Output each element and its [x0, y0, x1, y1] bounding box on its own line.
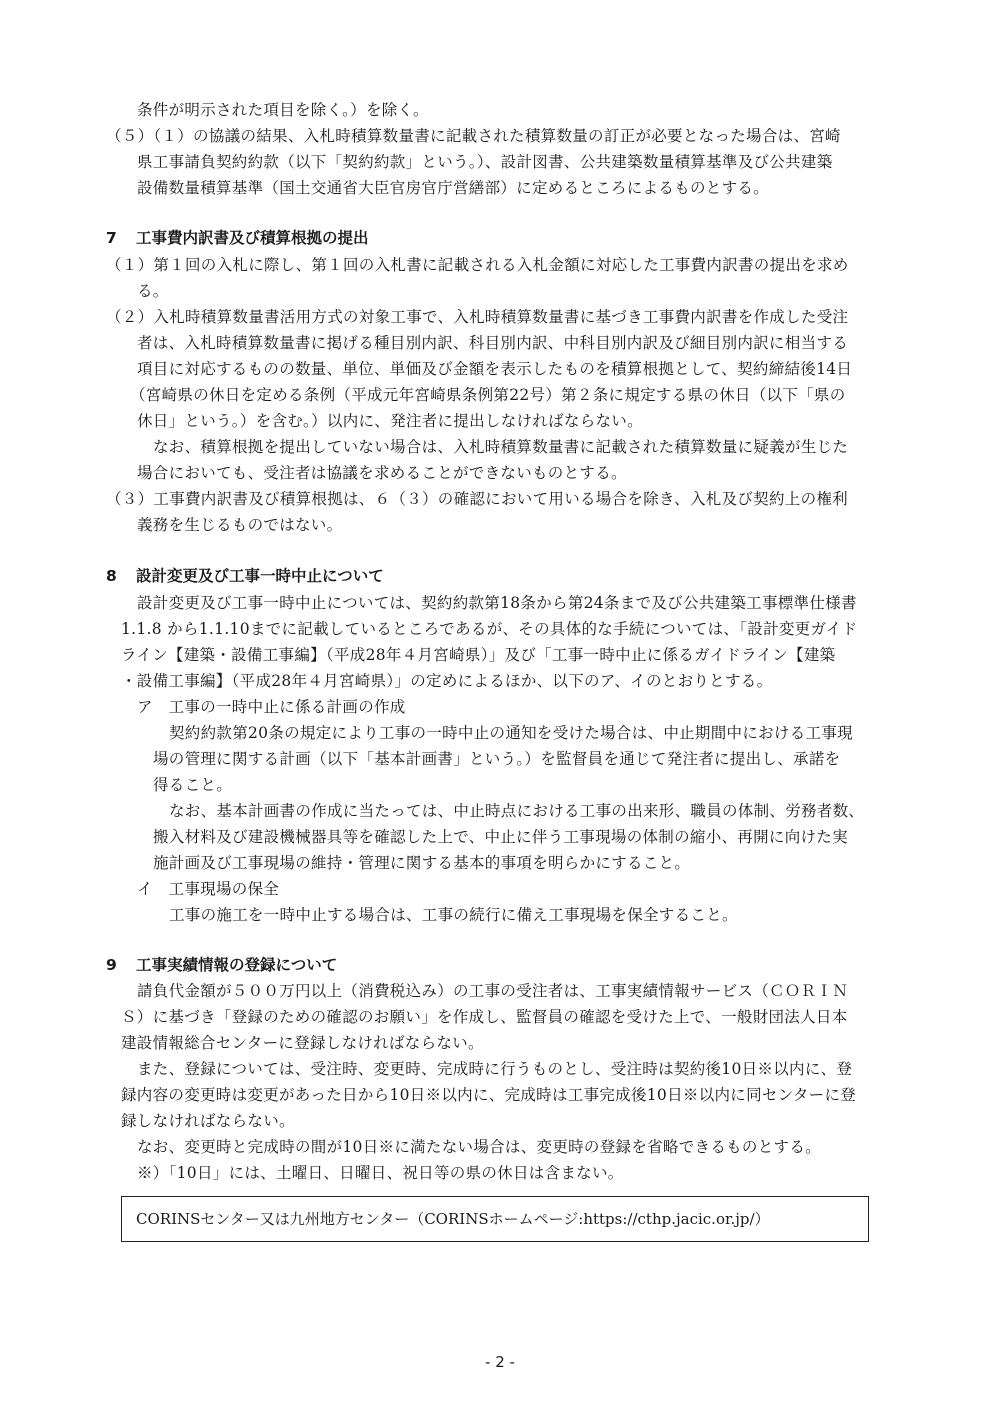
section-8-a-line-5: 搬入材料及び建設機械器具等を確認した上で、中止に伴う工事現場の体制の縮小、再開に向けた実 [153, 828, 848, 846]
section-8-a-line-4: なお、基本計画書の作成に当たっては、中止時点における工事の出来形、職員の体制、労務者数、 [169, 802, 865, 820]
section-8-intro-line-4: ・設備工事編】（平成28年４月宮崎県）」の定めによるほか、以下のア、イのとおりとする。 [121, 672, 773, 690]
section-9-line-2: Ｓ）に基づき「登録のための確認のお願い」を作成し、監督員の確認を受けた上で、一般財団法人日本 [121, 1008, 848, 1026]
section-8-a-line-3: 得ること。 [153, 776, 233, 794]
item-5-marker: （５） [106, 127, 154, 145]
section-7-item-1-line-2: る。 [137, 282, 169, 300]
item-5-line-2: 県工事請負契約約款（以下「契約約款」という。）、設計図書、公共建築数量積算基準及び公共建築 [137, 153, 833, 171]
section-8-i-label: イ 工事現場の保全 [137, 880, 280, 898]
section-8-intro-line-2: 1.1.8 から1.1.10までに記載しているところであるが、その具体的な手続については、「設計変更ガイド [121, 620, 858, 638]
item-5-text: （１）の協議の結果、入札時積算数量書に記載された積算数量の訂正が必要となった場合は、宮崎 [153, 127, 841, 145]
item-5-line-3: 設備数量積算基準（国土交通省大臣官房官庁営繕部）に定めるところによるものとする。 [137, 179, 770, 197]
section-8-a-label: ア 工事の一時中止に係る計画の作成 [137, 698, 406, 716]
section-8-i-line-1: 工事の施工を一時中止する場合は、工事の続行に備え工事現場を保全すること。 [169, 906, 738, 924]
section-8-intro-line-3: ライン【建築・設備工事編】（平成28年４月宮崎県）」及び「工事一時中止に係るガイドライン【建築 [121, 646, 836, 664]
section-9-number: 9 [106, 956, 117, 974]
section-8-a-line-1: 契約約款第20条の規定により工事の一時中止の通知を受けた場合は、中止期間中における工事現 [169, 724, 853, 742]
section-9-heading [106, 955, 337, 975]
section-8-number: 8 [106, 567, 117, 585]
section-7-item-2-line-3: 項目に対応するものの数量、単位、単価及び金額を表示したものを積算根拠として、契約締結後14日 [137, 360, 853, 378]
item-5-line-1 [106, 126, 841, 146]
section-7-item-1-line-1: （１）第１回の入札に際し、第１回の入札書に記載される入札金額に対応した工事費内訳書の提出を求め [106, 256, 849, 274]
section-7-item-2-line-6: なお、積算根拠を提出していない場合は、入札時積算数量書に記載された積算数量に疑義が生じた [153, 438, 849, 456]
continued-text: 条件が明示された項目を除く。）を除く。 [137, 101, 429, 119]
section-9-note: ※）「10日」には、土曜日、日曜日、祝日等の県の休日は含まない。 [137, 1164, 624, 1182]
section-8-a-line-2: 場の管理に関する計画（以下「基本計画書」という。）を監督員を通じて発注者に提出し、承諾を [153, 750, 841, 768]
corins-contact-box [121, 1196, 869, 1242]
section-9-line-7: なお、変更時と完成時の間が10日※に満たない場合は、変更時の登録を省略できるものとする。 [137, 1138, 821, 1156]
section-7-item-2-line-5: 休日」という。）を含む。）以内に、発注者に提出しなければならない。 [137, 412, 643, 430]
page-number: - 2 - [485, 1353, 515, 1371]
section-8-heading [106, 566, 384, 586]
section-7-item-3-line-1: （３）工事費内訳書及び積算根拠は、６（３）の確認において用いる場合を除き、入札及び契約上の権利 [106, 490, 848, 508]
section-8-intro-line-1: 設計変更及び工事一時中止については、契約約款第18条から第24条まで及び公共建築工事標準仕様書 [137, 594, 857, 612]
section-9-line-4: また、登録については、受注時、変更時、完成時に行うものとし、受注時は契約後10日※以内に、登 [137, 1060, 853, 1078]
section-7-title: 工事費内訳書及び積算根拠の提出 [136, 229, 369, 247]
section-9-line-5: 録内容の変更時は変更があった日から10日※以内に、完成時は工事完成後10日※以内に同センターに登 [121, 1086, 857, 1104]
section-7-item-2-line-4: （宮崎県の休日を定める条例（平成元年宮崎県条例第22号）第２条に規定する県の休日（以下「県の [130, 386, 846, 404]
section-7-item-2-line-7: 場合においても、受注者は協議を求めることができないものとする。 [137, 464, 627, 482]
section-9-title: 工事実績情報の登録について [136, 956, 338, 974]
section-8-a-line-6: 施計画及び工事現場の維持・管理に関する基本的事項を明らかにすること。 [153, 854, 691, 872]
section-9-line-3: 建設情報総合センターに登録しなければならない。 [121, 1034, 484, 1052]
section-9-line-6: 録しなければならない。 [121, 1112, 295, 1130]
section-7-number: 7 [106, 229, 117, 247]
section-7-item-2-line-1: （２）入札時積算数量書活用方式の対象工事で、入札時積算数量書に基づき工事費内訳書を作成した受注 [106, 308, 849, 326]
section-7-item-2-line-2: 者は、入札時積算数量書に掲げる種目別内訳、科目別内訳、中科目別内訳及び細目別内訳に相当する [137, 334, 849, 352]
section-7-item-3-line-2: 義務を生じるものではない。 [137, 516, 343, 534]
section-9-line-1: 請負代金額が５００万円以上（消費税込み）の工事の受注者は、工事実績情報サービス（ＣＯＲＩＮ [137, 982, 849, 1000]
section-8-title: 設計変更及び工事一時中止について [136, 567, 384, 585]
section-7-heading [106, 228, 369, 248]
corins-contact-text: CORINSセンター又は九州地方センター（CORINSホームページ:https://cthp.jacic.or.jp/） [136, 1210, 770, 1228]
